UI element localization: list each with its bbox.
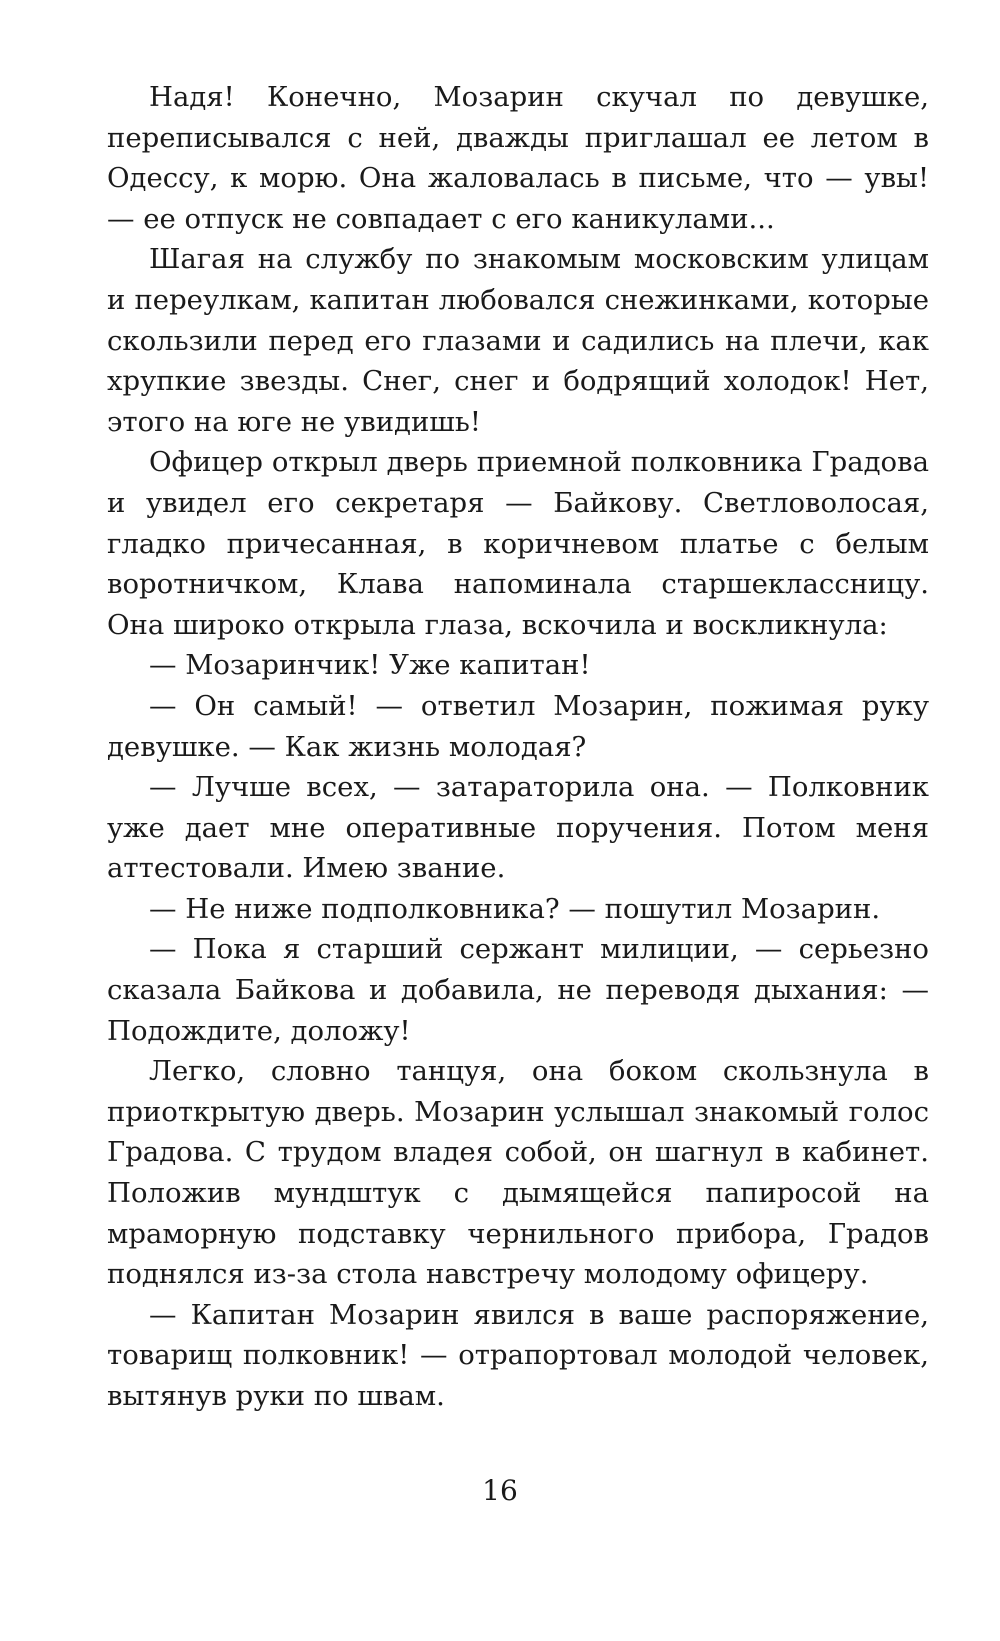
paragraph-8: — Пока я старший сержант милиции, — серьезно сказала Байкова и добавила, не переводя дыхания: — Подождите, доложу! — [107, 933, 929, 1047]
paragraph-3: Офицер открыл дверь приемной полковника Градова и увидел его секретаря — Байкову. Светловолосая, гладко причесанная, в коричневом платье с белым воротничком, Клава напоминала старшеклассницу. Она широко открыла глаза, вскочила и воскликнула: — [107, 446, 929, 641]
paragraph-10: — Капитан Мозарин явился в ваше распоряжение, товарищ полковник! — отрапортовал молодой человек, вытянув руки по швам. — [107, 1298, 929, 1412]
paragraph-1: Надя! Конечно, Мозарин скучал по девушке, переписывался с ней, дважды приглашал ее летом в Одессу, к морю. Она жаловалась в письме, что — увы! — ее отпуск не совпадает с его каникулами... — [107, 81, 929, 235]
paragraph-7: — Не ниже подполковника? — пошутил Мозарин. — [149, 892, 881, 925]
paragraph-2: Шагая на службу по знакомым московским улицам и переулкам, капитан любовался снежинками, которые скользили перед его глазами и садились на плечи, как хрупкие звезды. Снег, снег и бодрящий холодок! Нет, этого на юге не увидишь! — [107, 243, 929, 438]
paragraph-4: — Мозаринчик! Уже капитан! — [149, 649, 591, 682]
paragraph-5: — Он самый! — ответил Мозарин, пожимая руку девушке. — Как жизнь молодая? — [107, 689, 929, 763]
page-number: 16 — [482, 1474, 518, 1507]
paragraph-9: Легко, словно танцуя, она боком скользнула в приоткрытую дверь. Мозарин услышал знакомый голос Градова. С трудом владея собой, он шагнул в кабинет. Положив мундштук с дымящейся папиросой на мраморную подставку чернильного прибора, Градов поднялся из-за стола навстречу молодому офицеру. — [107, 1055, 929, 1291]
paragraph-6: — Лучше всех, — затараторила она. — Полковник уже дает мне оперативные поручения. Потом меня аттестовали. Имею звание. — [107, 771, 929, 885]
body-text — [107, 77, 929, 1417]
